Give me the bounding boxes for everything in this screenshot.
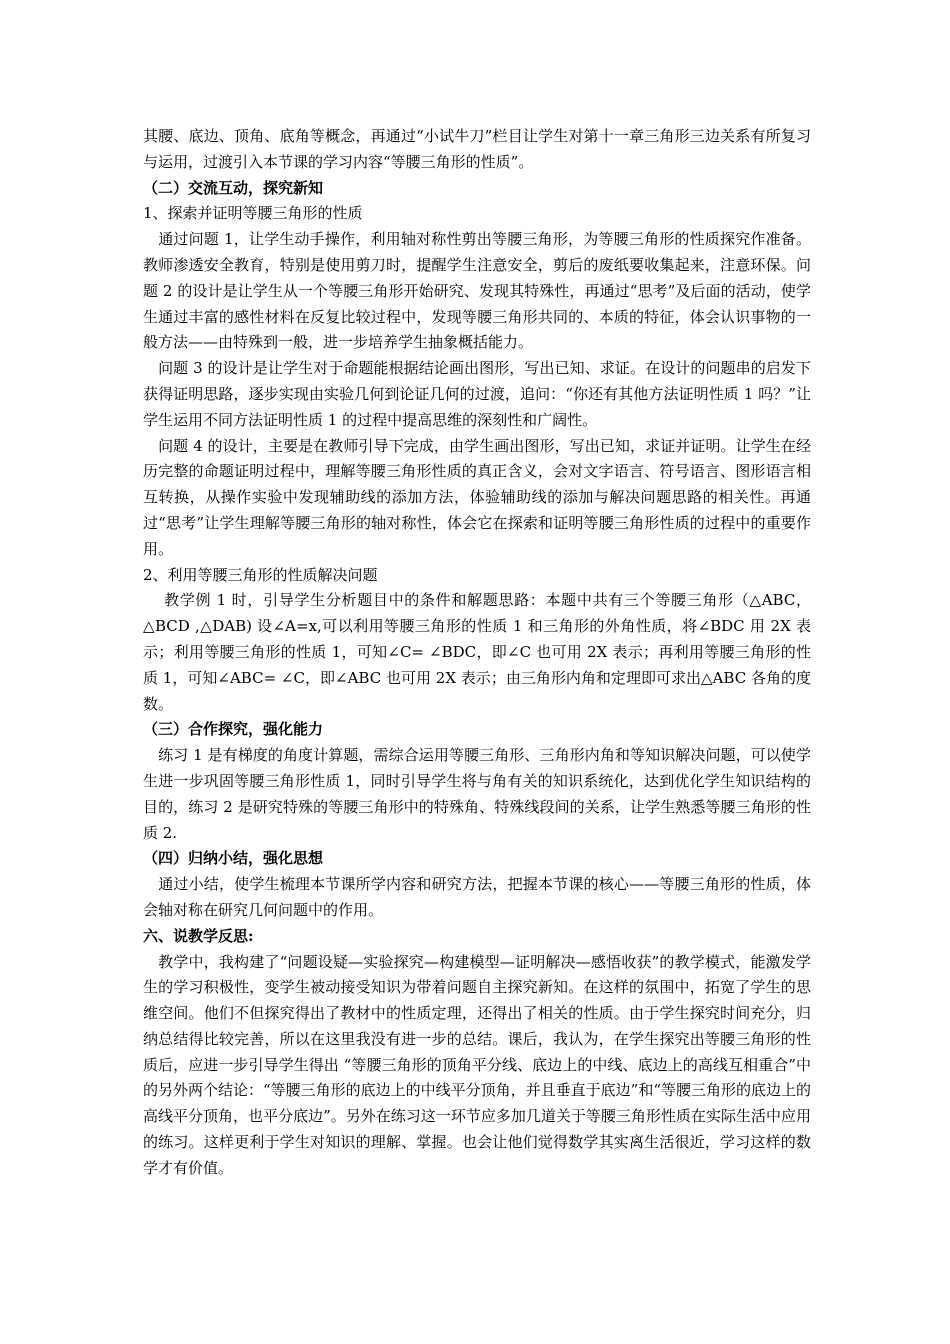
reflection-paragraph: 教学中，我构建了“问题设疑—实验探究—构建模型—证明解决—感悟收获”的教学模式，能激发学生的学习积极性，变学生被动接受知识为带着问题自主探究新知。在这样的氛围中，拓宽了学生的思维空间。他们不但探究得出了教材中的性质定理，还得出了相关的性质。由于学生探究时间充分，归纳总结得比较完善，所以在这里我没有进一步的总结。课后，我认为，在学生探究出等腰三角形的性质后，应进一步引导学生得出 “等腰三角形的顶角平分线、底边上的中线、底边上的高线互相重合”中的另外两个结论：“等腰三角形的底边上的中线平分顶角，并且垂直于底边”和“等腰三角形的底边上的高线平分顶角，也平分底边”。另外在练习这一环节应多加几道关于等腰三角形性质在实际生活中应用的练习。这样更利于学生对知识的理解、掌握。也会让他们觉得数学其实离生活很近，学习这样的数学才有价值。 <box>143 952 812 1177</box>
exercise-paragraph: 练习 1 是有梯度的角度计算题，需综合运用等腰三角形、三角形内角和等知识解决问题，可以使学生进一步巩固等腰三角形性质 1，同时引导学生将与角有关的知识系统化，达到优化学生知识结构的目的，练习 2 是研究特殊的等腰三角形中的特殊角、特殊线段间的关系，让学生熟悉等腰三角形的性质 2. <box>143 746 811 842</box>
problem3-paragraph: 问题 3 的设计是让学生对于命题能根据结论画出图形，写出已知、求证。在设计的问题串的启发下获得证明思路，逐步实现由实验几何到论证几何的过渡，追问：“你还有其他方法证明性质 1 吗？”让学生运用不同方法证明性质 1 的过程中提高思维的深刻性和广阔性。 <box>143 359 811 429</box>
intro-paragraph: 其腰、底边、顶角、底角等概念，再通过“小试牛刀”栏目让学生对第十一章三角形三边关系有所复习与运用，过渡引入本节课的学习内容“等腰三角形的性质”。 <box>143 127 811 171</box>
example1-paragraph: 教学例 1 时，引导学生分析题目中的条件和解题思路：本题中共有三个等腰三角形（△ABC，△BCD ,△DAB) 设∠A=x,可以利用等腰三角形的性质 1 和三角形的外角性质，将∠BDC 用 2X 表示；利用等腰三角形的性质 1，可知∠C= ∠BDC，即∠C 也可用 2X 表示；再利用等腰三角形的性质 1，可知∠ABC= ∠C，即∠ABC 也可用 2X 表示；由三角形内角和定理即可求出△ABC 各角的度数。 <box>143 591 811 713</box>
subheading-apply-properties: 2、利用等腰三角形的性质解决问题 <box>143 565 378 584</box>
section-heading-reflection: 六、说教学反思: <box>143 926 254 945</box>
section-heading-exchange-interaction: （二）交流互动，探究新知 <box>143 178 324 197</box>
subheading-explore-properties: 1、探索并证明等腰三角形的性质 <box>143 204 363 223</box>
problem1-paragraph: 通过问题 1，让学生动手操作，利用轴对称性剪出等腰三角形，为等腰三角形的性质探究作准备。教师渗透安全教育，特别是使用剪刀时，提醒学生注意安全，剪后的废纸要收集起来，注意环保。问题 2 的设计是让学生从一个等腰三角形开始研究、发现其特殊性，再通过“思考”及后面的活动，使学生通过丰富的感性材料在反复比较过程中，发现等腰三角形共同的、本质的特征，体会认识事物的一般方法——由特殊到一般，进一步培养学生抽象概括能力。 <box>143 230 811 352</box>
section-heading-cooperative-exploration: （三）合作探究，强化能力 <box>143 720 324 739</box>
summary-paragraph: 通过小结，使学生梳理本节课所学内容和研究方法，把握本节课的核心——等腰三角形的性质，体会轴对称在研究几何问题中的作用。 <box>143 875 811 919</box>
document-page <box>143 124 811 1182</box>
problem4-paragraph: 问题 4 的设计，主要是在教师引导下完成，由学生画出图形，写出已知，求证并证明。让学生在经历完整的命题证明过程中，理解等腰三角形性质的真正含义，会对文字语言、符号语言、图形语言相互转换，从操作实验中发现辅助线的添加方法，体验辅助线的添加与解决问题思路的相关性。再通过“思考”让学生理解等腰三角形的轴对称性，体会它在探索和证明等腰三角形性质的过程中的重要作用。 <box>143 436 811 558</box>
section-heading-summary: （四）归纳小结，强化思想 <box>143 849 324 868</box>
